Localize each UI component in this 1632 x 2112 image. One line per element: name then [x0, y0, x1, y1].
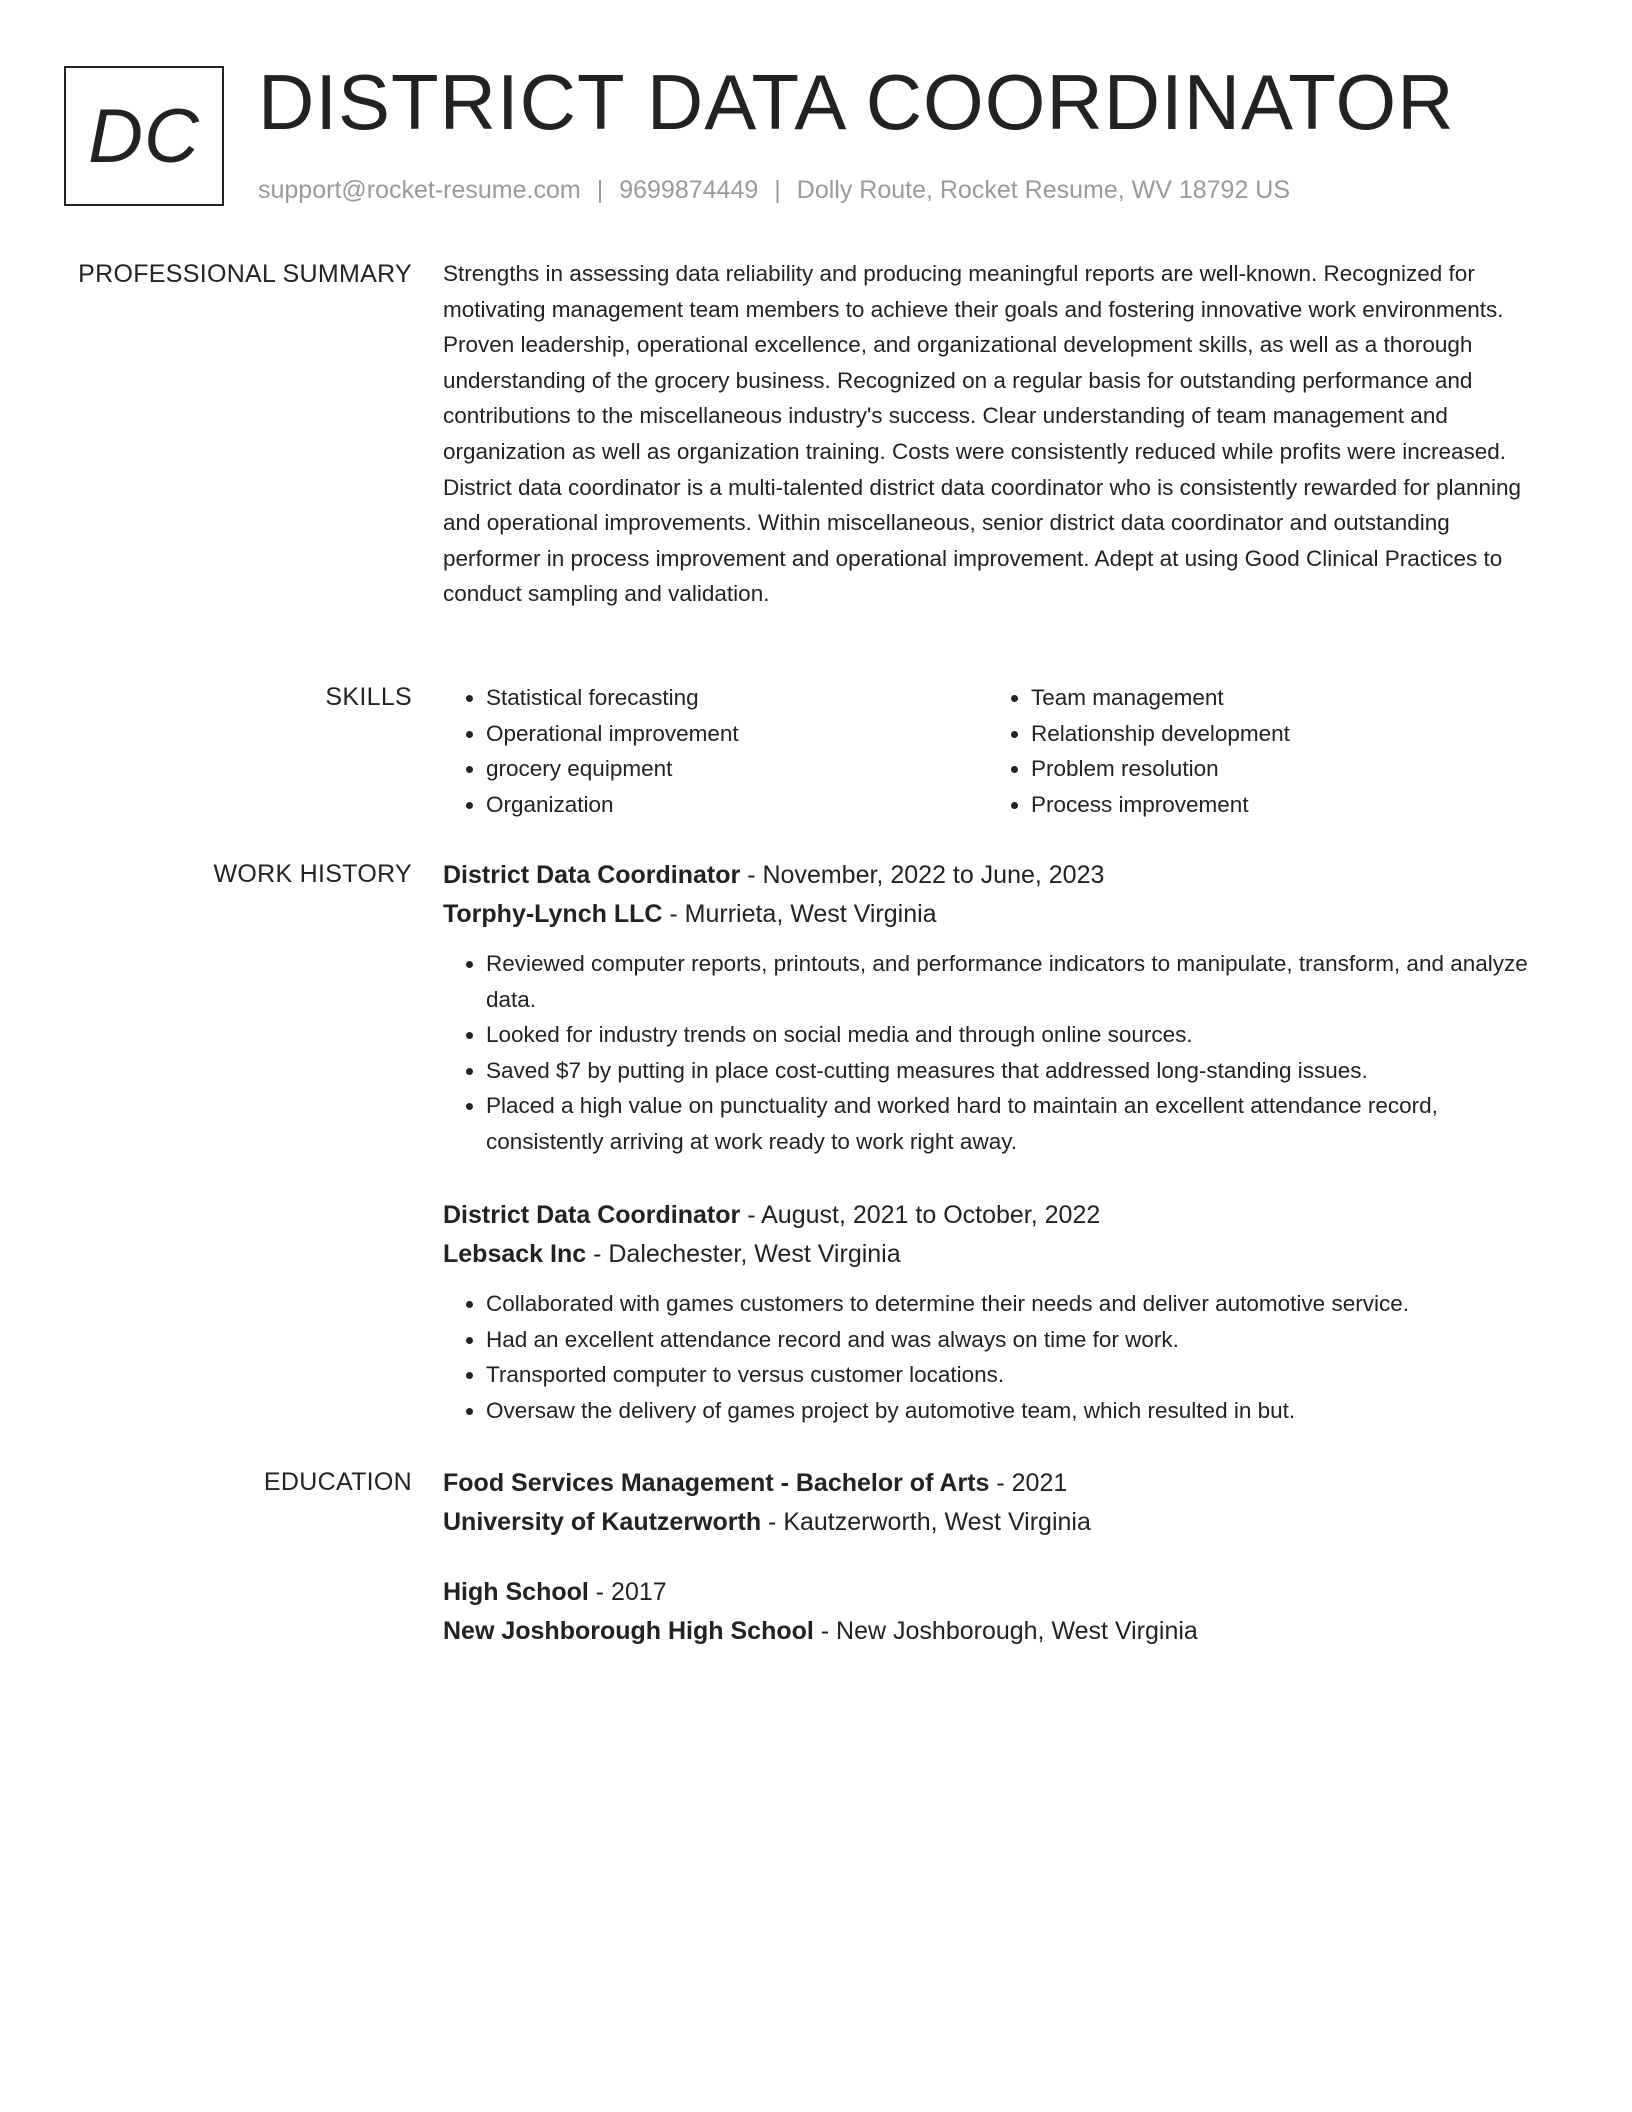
job-bullet: • Transported computer to versus customer locations.: [486, 1357, 1553, 1393]
school-line: [443, 1503, 1553, 1542]
skills-section: [443, 680, 1553, 822]
contact-phone: 9699874449: [619, 176, 759, 204]
skill-item: • grocery equipment: [486, 751, 988, 787]
school-location: Kautzerworth, West Virginia: [783, 1508, 1091, 1536]
degree-name: Food Services Management - Bachelor of Arts: [443, 1469, 990, 1497]
dash: -: [989, 1469, 1012, 1497]
job-company: Torphy-Lynch LLC: [443, 900, 663, 928]
dash: -: [586, 1240, 609, 1268]
contact-address: Dolly Route, Rocket Resume, WV 18792 US: [796, 176, 1291, 204]
skills-list-right: [988, 680, 1533, 822]
degree-name: High School: [443, 1578, 589, 1606]
job-location: Dalechester, West Virginia: [608, 1240, 901, 1268]
school-name: New Joshborough High School: [443, 1617, 814, 1645]
job-company-line: [443, 895, 1553, 934]
skill-item: • Problem resolution: [1031, 751, 1533, 787]
education-entry: [443, 1464, 1553, 1542]
job-location: Murrieta, West Virginia: [684, 900, 937, 928]
monogram-box: [64, 66, 224, 206]
degree-year: 2021: [1011, 1469, 1068, 1497]
dash: -: [740, 861, 763, 889]
skills-grid: [443, 680, 1553, 822]
job-title: District Data Coordinator: [443, 1201, 741, 1229]
job-entry: [443, 856, 1553, 1160]
job-bullet: • Reviewed computer reports, printouts, and performance indicators to manipulate, transform, and analyze data.: [486, 946, 1553, 1017]
job-bullet-list: [443, 946, 1553, 1160]
job-entry: [443, 1196, 1553, 1428]
contact-line: [258, 174, 1290, 206]
job-bullet: • Oversaw the delivery of games project by automotive team, which resulted in but.: [486, 1393, 1553, 1429]
skill-item: • Team management: [1031, 680, 1533, 716]
summary-heading: PROFESSIONAL SUMMARY: [78, 260, 412, 288]
job-bullet: • Looked for industry trends on social media and through online sources.: [486, 1017, 1553, 1053]
school-location: New Joshborough, West Virginia: [836, 1617, 1198, 1645]
work-history-heading: WORK HISTORY: [213, 860, 412, 888]
skill-item: • Statistical forecasting: [486, 680, 988, 716]
skill-item: • Process improvement: [1031, 787, 1533, 823]
skill-item: • Relationship development: [1031, 716, 1533, 752]
dash: -: [761, 1508, 784, 1536]
degree-line: [443, 1464, 1553, 1503]
dash: -: [662, 900, 685, 928]
job-bullet: • Saved $7 by putting in place cost-cutting measures that addressed long-standing issues.: [486, 1053, 1553, 1089]
skill-item: • Operational improvement: [486, 716, 988, 752]
job-bullet: • Collaborated with games customers to determine their needs and deliver automotive service.: [486, 1286, 1553, 1322]
skill-item: • Organization: [486, 787, 988, 823]
summary-section: [443, 256, 1553, 612]
page-title: DISTRICT DATA COORDINATOR: [258, 58, 1455, 146]
job-title-line: [443, 1196, 1553, 1235]
dash: -: [813, 1617, 837, 1645]
summary-text: Strengths in assessing data reliability and producing meaningful reports are well-known. Recognized for motivating management team members to achieve their goals and fostering innovative work environments. Proven leadership, operational excellence, and organizational development skills, as well as a thorough understanding of the grocery business. Recognized on a regular basis for outstanding performance and contributions to the miscellaneous industry's success. Clear understanding of team management and organization as well as organization training. Costs were consistently reduced while profits were increased. District data coordinator is a multi-talented district data coordinator who is consistently rewarded for planning and operational improvements. Within miscellaneous, senior district data coordinator and outstanding performer in process improvement and operational improvement. Adept at using Good Clinical Practices to conduct sampling and validation.: [443, 261, 1522, 607]
job-dates: November, 2022 to June, 2023: [762, 861, 1105, 889]
degree-line: [443, 1573, 1553, 1612]
job-bullet: • Placed a high value on punctuality and worked hard to maintain an excellent attendance record, consistently arriving at work ready to work right away.: [486, 1088, 1553, 1159]
job-title-line: [443, 856, 1553, 895]
skills-heading: SKILLS: [325, 683, 412, 711]
job-company-line: [443, 1235, 1553, 1274]
education-heading: EDUCATION: [263, 1468, 412, 1496]
contact-separator: |: [596, 176, 604, 204]
monogram-initials: DC: [88, 93, 200, 179]
skills-list-left: [443, 680, 988, 822]
job-bullet: • Had an excellent attendance record and was always on time for work.: [486, 1322, 1553, 1358]
dash: -: [588, 1578, 612, 1606]
job-title: District Data Coordinator: [443, 861, 741, 889]
job-dates: August, 2021 to October, 2022: [761, 1201, 1101, 1229]
school-line: [443, 1612, 1553, 1651]
education-entry: [443, 1573, 1553, 1651]
degree-year: 2017: [611, 1578, 667, 1606]
job-company: Lebsack Inc: [443, 1240, 587, 1268]
school-name: University of Kautzerworth: [443, 1508, 762, 1536]
contact-separator: |: [774, 176, 781, 204]
job-bullet-list: [443, 1286, 1553, 1428]
dash: -: [740, 1201, 762, 1229]
contact-email: support@rocket-resume.com: [258, 176, 581, 204]
